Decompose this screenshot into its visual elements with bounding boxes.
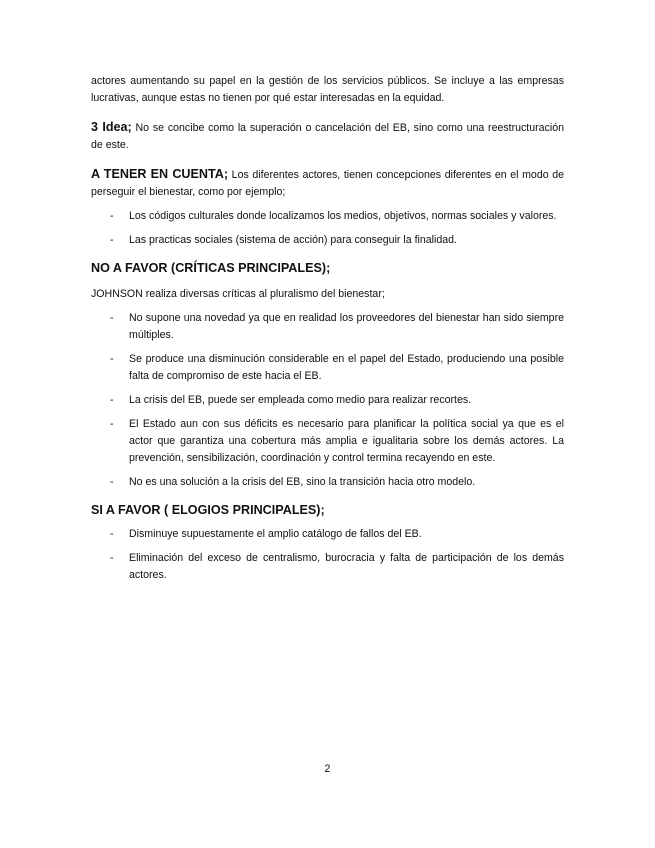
heading-for: SI A FAVOR ( ELOGIOS PRINCIPALES);: [91, 503, 325, 517]
list-dash: -: [110, 353, 114, 365]
paragraph-actors: actores aumentando su papel en la gestión de los servicios públicos. Se incluye a las empresas lucrativas, aunque estas no tienen por qué estar interesadas en la equidad.: [91, 75, 564, 104]
list-dash: -: [110, 234, 114, 246]
list-dash: -: [110, 476, 114, 488]
list-item: - No supone una novedad ya que en realidad los proveedores del bienestar han sido siempre múltiples.: [110, 312, 564, 341]
tener-en-cuenta-text: Los diferentes actores, tienen concepciones diferentes en el modo de perseguir el bienestar, como por ejemplo;: [91, 169, 564, 198]
criticisms-list: [91, 310, 564, 491]
idea-3-text: No se concibe como la superación o cancelación del EB, sino como una reestructuración de este.: [91, 122, 564, 151]
list-item: - Se produce una disminución considerable en el papel del Estado, produciendo una posible falta de compromiso de este hacia el EB.: [110, 353, 564, 382]
johnson-intro: JOHNSON realiza diversas críticas al pluralismo del bienestar;: [91, 288, 385, 300]
list-item: - Los códigos culturales donde localizamos los medios, objetivos, normas sociales y valores.: [91, 208, 564, 225]
list-dash: -: [110, 210, 114, 222]
list-dash: -: [110, 418, 114, 430]
tener-en-cuenta-label: A TENER EN CUENTA;: [91, 167, 229, 181]
list-dash: -: [110, 312, 114, 324]
page-content: [91, 73, 564, 584]
page-number: 2: [324, 763, 331, 775]
paragraph-tener-en-cuenta: [91, 166, 564, 201]
list-item: - Disminuye supuestamente el amplio catálogo de fallos del EB.: [91, 526, 564, 543]
list-item: - La crisis del EB, puede ser empleada como medio para realizar recortes.: [91, 392, 564, 409]
concepts-list: [91, 208, 564, 249]
list-item: - Eliminación del exceso de centralismo, burocracia y falta de participación de los demás actores.: [110, 552, 564, 581]
list-item: - El Estado aun con sus déficits es necesario para planificar la política social ya que es el actor que garantiza una cobertura más amplia e igualitaria sobre los demás actores. La prevención, sensibilización, coordinación y control termina recayendo en este.: [110, 418, 564, 464]
list-item: - Las practicas sociales (sistema de acción) para conseguir la finalidad.: [91, 232, 564, 249]
list-item: - No es una solución a la crisis del EB, sino la transición hacia otro modelo.: [91, 474, 564, 491]
list-dash: -: [110, 552, 114, 564]
heading-against: NO A FAVOR (CRÍTICAS PRINCIPALES);: [91, 261, 331, 275]
paragraph-idea-3: [91, 119, 564, 154]
list-dash: -: [110, 394, 114, 406]
praises-list: [91, 526, 564, 584]
list-dash: -: [110, 528, 114, 540]
idea-3-label: 3 Idea;: [91, 120, 132, 134]
